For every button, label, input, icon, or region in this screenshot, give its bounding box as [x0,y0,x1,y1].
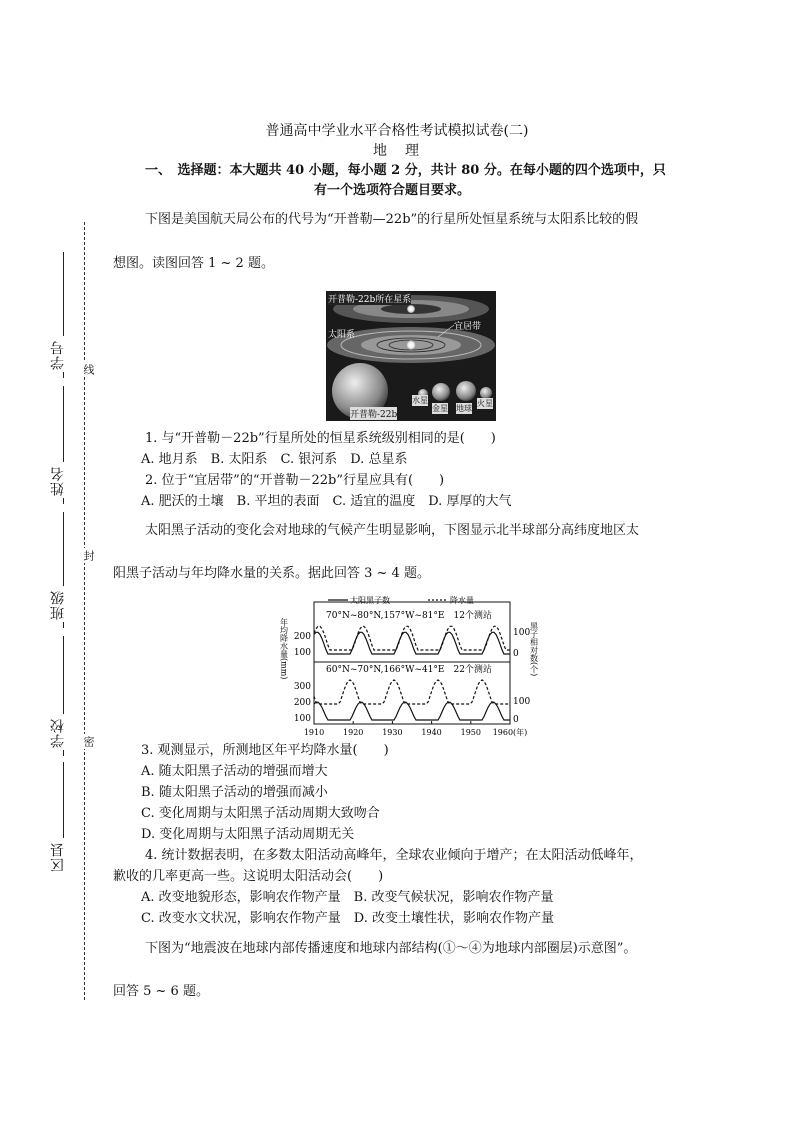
seal-mark-secret: 密 [82,736,95,747]
seal-mark-seal: 封 [82,550,95,561]
q2-stem: 2. 位于“宜居带”的“开普勒－22b”行星应具有( ) [145,473,445,488]
p2-left-tick: 100 [293,714,311,724]
seal-mark-line: 线 [82,364,95,375]
student-id-line-end [63,372,64,378]
q1-stem: 1. 与“开普勒－22b”行星所处的恒星系统级别相同的是( ) [145,431,496,446]
name-line [63,386,64,462]
q3-option-b: B. 随太阳黑子活动的增强而减小 [141,785,328,800]
section-heading-line1: 一、 选择题：本大题共 40 小题，每小题 2 分，共计 80 分。在每小题的四个选项中，只 [145,163,666,178]
p2-right-tick: 0 [513,715,519,725]
left-axis-label: 年均降水量(mm) [279,618,289,680]
p2-left-tick: 200 [293,698,311,708]
intro3-line2: 回答 5 ~ 6 题。 [113,984,209,999]
intro2-line2: 阳黑子活动与年均降水量的关系。据此回答 3 ~ 4 题。 [113,566,430,581]
exam-title: 普通高中学业水平合格性考试模拟试卷(二) [265,123,529,139]
q3-option-c: C. 变化周期与太阳黑子活动周期大致吻合 [141,806,380,821]
x-tick-label: 1920 [343,728,364,737]
student-id-label: 学号 [50,340,66,370]
earth-label: 地球 [456,404,472,413]
p1-left-tick: 200 [293,632,311,642]
x-tick-label: 1960(年) [492,728,528,737]
intro2-line1: 太阳黑子活动的变化会对地球的气候产生明显影响，下图显示北半球部分高纬度地区太 [145,523,640,538]
kepler22b-label: 开普勒-22b [350,407,397,420]
intro1-line2: 想图。读图回答 1 ~ 2 题。 [113,256,274,271]
subject-title: 地 理 [373,143,421,159]
panel1-label: 70°N~80°N,157°W~81°E 12个测站 [326,611,492,621]
p1-sunspot-line [314,632,510,654]
district-line [63,762,64,838]
panel2-label: 60°N~70°N,166°W~41°E 22个测站 [326,665,492,675]
p2-precip-line [314,680,510,704]
x-tick-label: 1950 [460,728,481,737]
class-label: 班级 [50,590,66,620]
q4-options-1: A. 改变地貌形态，影响农作物产量 B. 改变气候状况，影响农作物产量 [141,890,554,905]
p1-right-tick: 100 [513,628,531,638]
q4-line2: 歉收的几率更高一些。这说明太阳活动会( ) [113,869,384,884]
name-label: 姓名 [50,466,66,496]
intro3-line1: 下图为“地震波在地球内部传播速度和地球内部结构(①～④为地球内部圈层)示意图”。 [145,941,637,956]
q1-options: A. 地月系 B. 太阳系 C. 银河系 D. 总星系 [141,452,408,467]
q2-options: A. 肥沃的土壤 B. 平坦的表面 C. 适宜的温度 D. 厚厚的大气 [141,494,512,509]
x-tick-label: 1910 [303,728,325,737]
q3-stem: 3. 观测显示，所测地区年平均降水量( ) [141,743,389,758]
x-tick-label: 1940 [421,728,442,737]
q3-option-d: D. 变化周期与太阳黑子活动周期无关 [141,827,355,842]
mars-label: 火星 [477,399,493,408]
p2-sunspot-line [314,702,510,720]
legend-precip-label: 降水量 [450,596,474,605]
p2-right-tick: 100 [513,697,531,707]
right-axis-label: 黑子相对数(个) [529,622,539,677]
solar-system-label: 太阳系 [328,330,356,340]
seal-dashed-line [84,222,85,1000]
star-system-figure [326,291,496,421]
district-label: 区县 [50,842,66,872]
school-line-end [63,750,64,756]
legend-sunspot-label: 太阳黑子数 [350,596,390,605]
class-line [63,512,64,586]
p1-right-tick: 0 [513,649,519,659]
q3-option-a: A. 随太阳黑子活动的增强而增大 [141,764,328,779]
school-line [63,636,64,714]
mercury-label: 水星 [412,396,428,405]
kepler-system-label: 开普勒-22b所在星系 [328,292,411,305]
name-line-end [63,498,64,504]
x-tick-label: 1930 [382,728,403,737]
school-label: 学校 [50,718,66,748]
p1-precip-line [314,626,510,650]
p1-left-tick: 100 [293,648,311,658]
q4-line1: 4. 统计数据表明，在多数太阳活动高峰年，全球农业倾向于增产；在太阳活动低峰年， [145,848,643,863]
student-id-line [63,252,64,336]
sunspot-precip-chart [278,594,540,740]
q4-options-2: C. 改变水文状况，影响农作物产量 D. 改变土壤性状，影响农作物产量 [141,911,554,926]
p2-left-tick: 300 [293,682,311,692]
section-heading-line2: 有一个选项符合题目要求。 [314,183,471,198]
chart-svg [278,594,540,740]
class-line-end [63,622,64,628]
venus-label: 金星 [432,404,448,413]
habitable-zone-label: 宜居带 [454,322,482,332]
intro1-line1: 下图是美国航天局公布的代号为“开普勒—22b”的行星所处恒星系统与太阳系比较的假 [145,212,639,227]
